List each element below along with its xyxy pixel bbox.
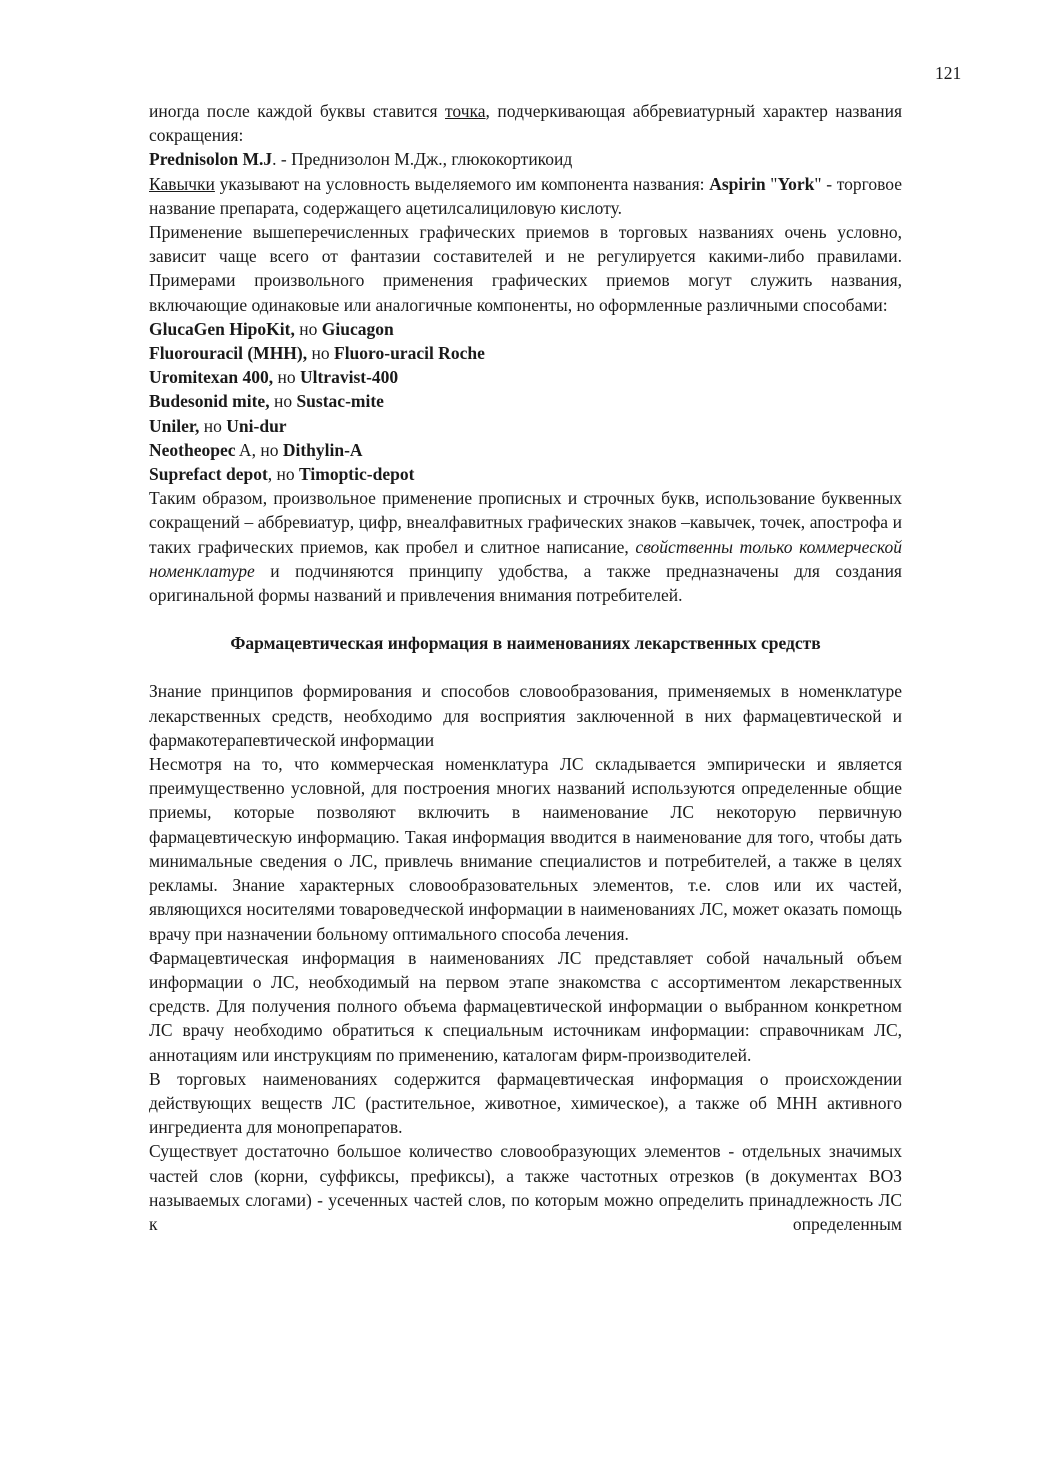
- drug-name: Uni-dur: [226, 415, 287, 436]
- underlined-term: Кавычки: [149, 173, 215, 194]
- drug-name: Fluorouracil (МНН),: [149, 343, 308, 364]
- drug-name: Fluoro-uracil Roche: [334, 343, 485, 364]
- drug-name: Ultravist-400: [299, 367, 399, 388]
- drug-name: Sustac-mite: [296, 391, 384, 412]
- italic-phrase: свойственны только коммерческой номенклатуре: [149, 536, 902, 581]
- page-number: 121: [935, 63, 962, 83]
- paragraph-quotes-usage: [149, 172, 902, 220]
- example-line: [149, 389, 902, 413]
- text-run: но: [294, 318, 322, 339]
- text-run: иногда после каждой буквы ставится: [149, 101, 445, 121]
- drug-name: York: [777, 173, 815, 194]
- drug-name: GlucaGen HipoKit,: [149, 318, 295, 339]
- example-line: [149, 438, 902, 462]
- paragraph-conclusion: [149, 486, 902, 607]
- body-paragraph: В торговых наименованиях содержится фармацевтическая информация о происхождении действующих веществ ЛС (растительное, животное, химическое), а также об МНН активного ингредиента для монопрепаратов.: [149, 1068, 902, 1138]
- text-run: но: [260, 439, 283, 460]
- drug-name: Prednisolon M.J: [149, 149, 273, 170]
- body-paragraph: Существует достаточно большое количество словообразующих элементов - отдельных значимых частей слов (корни, суффиксы, префиксы), а также частотных отрезков (в документах ВОЗ называемых слогами) - усеченных частей слов, по которым можно определить принадлежность ЛС к определенным: [149, 1141, 902, 1234]
- text-run: Таким образом, произвольное применение прописных и строчных букв, использование буквенных сокращений – аббревиатур, цифр, внеалфавитных графических знаков –кавычек, точек, апострофа и таких графических приемов, как пробел и слитное написание,: [149, 488, 902, 557]
- text-run: ": [765, 173, 778, 194]
- section-heading: Фармацевтическая информация в наименованиях лекарственных средств: [230, 633, 821, 654]
- text-run: A,: [235, 439, 261, 460]
- page-content: [149, 99, 902, 1236]
- example-line: [149, 317, 902, 341]
- drug-name: Uniler,: [149, 415, 200, 436]
- example-line: [149, 365, 902, 389]
- text-run: но: [199, 415, 227, 436]
- drug-name: Dithylin-A: [282, 439, 363, 460]
- example-line: [149, 341, 902, 365]
- text-run: но: [272, 464, 300, 485]
- drug-name: Uromitexan 400,: [149, 367, 274, 388]
- text-run: но: [273, 367, 300, 388]
- drug-name: Suprefact depot: [149, 464, 268, 485]
- text-run: ,: [267, 464, 273, 485]
- text-run: но: [269, 391, 297, 412]
- paragraph-graphic-techniques: Применение вышеперечисленных графических приемов в торговых названиях очень условно, зависит чаще всего от фантазии составителей и не регулируется какими-либо правилами. Примерами произвольного применения графических приемов могут служить названия, включающие одинаковые или аналогичные компоненты, но оформленные различными способами:: [149, 222, 902, 315]
- text-run: " - торговое название препарата, содержащего ацетилсалициловую кислоту.: [149, 173, 902, 218]
- text-run: . - Преднизолон М.Дж., глюкокортикоид: [272, 149, 573, 170]
- body-paragraph: Несмотря на то, что коммерческая номенклатура ЛС складывается эмпирически и является преимущественно условной, для построения многих названий используются определенные общие приемы, которые позволяют включить в наименование ЛС некоторую первичную фармацевтическую информацию. Такая информация вводится в наименование для того, чтобы дать минимальные сведения о ЛС, привлечь внимание специалистов и потребителей, а также в целях рекламы. Знание характерных словообразовательных элементов, т.е. слов или их частей, являющихся носителями товароведческой информации в наименованиях ЛС, может оказать помощь врачу при назначении больному оптимального способа лечения.: [149, 754, 902, 944]
- drug-name: Budesonid mite,: [149, 391, 270, 412]
- example-line: [149, 414, 902, 438]
- underlined-term: точка: [445, 101, 486, 121]
- text-run: указывают на условность выделяемого им компонента названия:: [214, 173, 710, 194]
- example-prednisolon: [149, 147, 902, 171]
- drug-name: Timoptic-depot: [299, 464, 415, 485]
- drug-name: Aspirin: [709, 173, 766, 194]
- body-paragraph: Знание принципов формирования и способов словообразования, применяемых в номенклатуре лекарственных средств, необходимо для восприятия заключенной в них фармацевтической и фармакотерапевтической информации: [149, 681, 902, 750]
- body-paragraph: Фармацевтическая информация в наименованиях ЛС представляет собой начальный объем информации о ЛС, необходимый на первом этапе знакомства с ассортиментом лекарственных средств. Для получения полного объема фармацевтической информации о выбранном конкретном ЛС врачу необходимо обратиться к специальным источникам информации: справочникам ЛС, аннотациям или инструкциям по применению, каталогам фирм-производителей.: [149, 947, 902, 1065]
- text-run: но: [307, 343, 334, 364]
- text-run: и подчиняются принципу удобства, а также предназначены для создания оригинальной формы названий и привлечения внимания потребителей.: [149, 560, 902, 606]
- drug-name: Giucagon: [321, 318, 394, 339]
- example-line: [149, 462, 902, 486]
- paragraph-dot-usage: [149, 99, 902, 147]
- text-run: , подчеркивающая аббревиатурный характер названия сокращения:: [149, 101, 902, 146]
- drug-name: Neotheopec: [149, 439, 236, 460]
